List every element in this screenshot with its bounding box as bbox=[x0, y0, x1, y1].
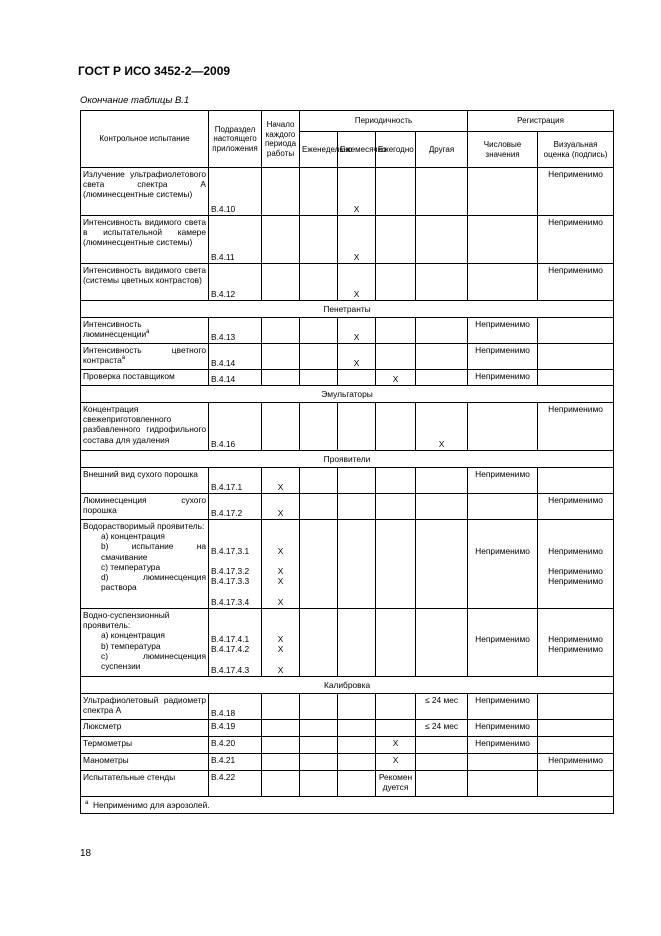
subsection-ref: B.4.17.4.1 B.4.17.4.2 B.4.17.4.3 bbox=[209, 609, 262, 677]
mark-start: X X X bbox=[262, 609, 300, 677]
sub-item: c) температура bbox=[101, 561, 161, 572]
header-registration: Регистрация bbox=[468, 111, 614, 132]
mark-yearly: Рекомендуется bbox=[376, 771, 416, 797]
subsection-ref: B.4.18 bbox=[209, 694, 262, 720]
test-name: Интенсивность цветного контраста$^a$ bbox=[81, 344, 209, 370]
numeric-value: Неприменимо bbox=[468, 468, 538, 494]
test-name: Термометры bbox=[81, 737, 209, 754]
visual-value: Неприменимо bbox=[538, 168, 614, 216]
subsection-ref: B.4.14 bbox=[209, 344, 262, 370]
test-name: Люминесценция сухого порошка bbox=[81, 494, 209, 520]
mark-start: X X X X bbox=[262, 520, 300, 609]
visual-value: Неприменимо bbox=[538, 216, 614, 264]
subsection-ref: B.4.14 bbox=[209, 370, 262, 386]
subsection-ref: B.4.16 bbox=[209, 403, 262, 451]
numeric-value: Неприменимо bbox=[468, 370, 538, 386]
subsection-ref: B.4.22 bbox=[209, 771, 262, 797]
section-developers: Проявители bbox=[81, 451, 614, 468]
mark-yearly: X bbox=[376, 754, 416, 771]
footnote-ref: a bbox=[121, 355, 126, 362]
table-row bbox=[81, 370, 614, 386]
sub-item: a) концентрация bbox=[101, 630, 165, 641]
header-numeric: Числовые значения bbox=[468, 132, 538, 168]
mark-yearly: X bbox=[376, 370, 416, 386]
table-row bbox=[81, 264, 614, 301]
section-calibration: Калибровка bbox=[81, 677, 614, 694]
subsection-ref: B.4.11 bbox=[209, 216, 262, 264]
table-row bbox=[81, 318, 614, 344]
visual-value: Неприменимо bbox=[538, 754, 614, 771]
numeric-value: Неприменимо bbox=[468, 344, 538, 370]
visual-value: Неприменимо bbox=[538, 264, 614, 301]
header-monthly: Ежемесячно bbox=[338, 132, 376, 168]
numeric-value: Неприменимо bbox=[468, 609, 538, 677]
sub-item: d) люминесценция раствора bbox=[101, 572, 206, 593]
numeric-value: Неприменимо bbox=[468, 520, 538, 609]
mark-other: ≤ 24 мес bbox=[416, 694, 468, 720]
test-name: Концентрация свежеприготовленного разбавленного гидрофильного состава для удаления bbox=[81, 403, 209, 451]
table-row bbox=[81, 771, 614, 797]
footnote-text: Неприменимо для аэрозолей. bbox=[93, 800, 210, 810]
test-name: Проверка поставщиком bbox=[81, 370, 209, 386]
table-row bbox=[81, 520, 614, 609]
footnote-mark: a bbox=[85, 800, 89, 807]
subsection-ref: B.4.17.1 bbox=[209, 468, 262, 494]
test-name: Интенсивность люминесценции$^a$ bbox=[81, 318, 209, 344]
standard-table bbox=[80, 110, 614, 814]
table-row bbox=[81, 720, 614, 737]
visual-value: Неприменимо Неприменимо Неприменимо bbox=[538, 520, 614, 609]
header-weekly: Еженедельно bbox=[300, 132, 338, 168]
subsection-ref: B.4.10 bbox=[209, 168, 262, 216]
numeric-value: Неприменимо bbox=[468, 737, 538, 754]
visual-value: Неприменимо bbox=[538, 494, 614, 520]
mark-monthly: X bbox=[338, 168, 376, 216]
visual-value: Неприменимо Неприменимо bbox=[538, 609, 614, 677]
table-row bbox=[81, 754, 614, 771]
test-name: Излучение ультрафиолетового света спектра А (люминесцентные системы) bbox=[81, 168, 209, 216]
test-name bbox=[81, 609, 209, 677]
test-name bbox=[81, 520, 209, 609]
subsection-ref: B.4.20 bbox=[209, 737, 262, 754]
mark-monthly: X bbox=[338, 264, 376, 301]
header-yearly: Ежегодно bbox=[376, 132, 416, 168]
numeric-value: Неприменимо bbox=[468, 318, 538, 344]
subsection-ref: B.4.17.2 bbox=[209, 494, 262, 520]
section-emulsifiers: Эмульгаторы bbox=[81, 386, 614, 403]
header-other: Другая bbox=[416, 132, 468, 168]
test-name: Внешний вид сухого порошка bbox=[81, 468, 209, 494]
table-row bbox=[81, 694, 614, 720]
subsection-ref: B.4.17.3.1 B.4.17.3.2 B.4.17.3.3 B.4.17.3.4 bbox=[209, 520, 262, 609]
numeric-value: Неприменимо bbox=[468, 720, 538, 737]
footnote-ref: a bbox=[146, 329, 150, 336]
test-name: Интенсивность видимого света в испытательной камере (люминесцентные системы) bbox=[81, 216, 209, 264]
numeric-value: Неприменимо bbox=[468, 694, 538, 720]
header-subsection: Подраздел настоящего приложения bbox=[209, 111, 262, 168]
table-caption: Окончание таблицы В.1 bbox=[80, 95, 190, 106]
test-name: Испытательные стенды bbox=[81, 771, 209, 797]
header-start: Начало каждого периода работы bbox=[262, 111, 300, 168]
mark-start: X bbox=[262, 494, 300, 520]
subsection-ref: B.4.12 bbox=[209, 264, 262, 301]
header-test: Контрольное испытание bbox=[81, 111, 209, 168]
mark-monthly: X bbox=[338, 344, 376, 370]
test-name: Интенсивность видимого света (системы цветных контрастов) bbox=[81, 264, 209, 301]
sub-item: a) концентрация bbox=[101, 531, 165, 542]
mark-monthly: X bbox=[338, 318, 376, 344]
test-name: Ультрафиолетовый радиометр спектра А bbox=[81, 694, 209, 720]
document-title: ГОСТ Р ИСО 3452-2—2009 bbox=[78, 64, 231, 78]
mark-other: X bbox=[416, 403, 468, 451]
mark-monthly: X bbox=[338, 216, 376, 264]
sub-item: b) испытание на смачивание bbox=[101, 541, 206, 562]
section-penetrants: Пенетранты bbox=[81, 301, 614, 318]
table-row bbox=[81, 609, 614, 677]
table-row bbox=[81, 468, 614, 494]
page-number: 18 bbox=[80, 848, 92, 859]
header-visual: Визуальная оценка (подпись) bbox=[538, 132, 614, 168]
mark-other: ≤ 24 мес bbox=[416, 720, 468, 737]
test-name: Манометры bbox=[81, 754, 209, 771]
header-periodicity: Периодичность bbox=[300, 111, 468, 132]
group-title: Водорастворимый проявитель: bbox=[83, 521, 205, 531]
mark-start: X bbox=[262, 468, 300, 494]
table-row bbox=[81, 168, 614, 216]
table-row bbox=[81, 403, 614, 451]
mark-yearly: X bbox=[376, 737, 416, 754]
subsection-ref: B.4.21 bbox=[209, 754, 262, 771]
table-row bbox=[81, 737, 614, 754]
table-footnote bbox=[81, 797, 614, 814]
test-name: Люксметр bbox=[81, 720, 209, 737]
sub-item: b) температура bbox=[101, 640, 161, 651]
table-row bbox=[81, 216, 614, 264]
table-row bbox=[81, 494, 614, 520]
subsection-ref: B.4.13 bbox=[209, 318, 262, 344]
group-title: Водно-суспензионный проявитель: bbox=[83, 610, 170, 631]
subsection-ref: B.4.19 bbox=[209, 720, 262, 737]
visual-value: Неприменимо bbox=[538, 403, 614, 451]
sub-item: c) люминесценция суспензии bbox=[101, 650, 206, 672]
table-row bbox=[81, 344, 614, 370]
